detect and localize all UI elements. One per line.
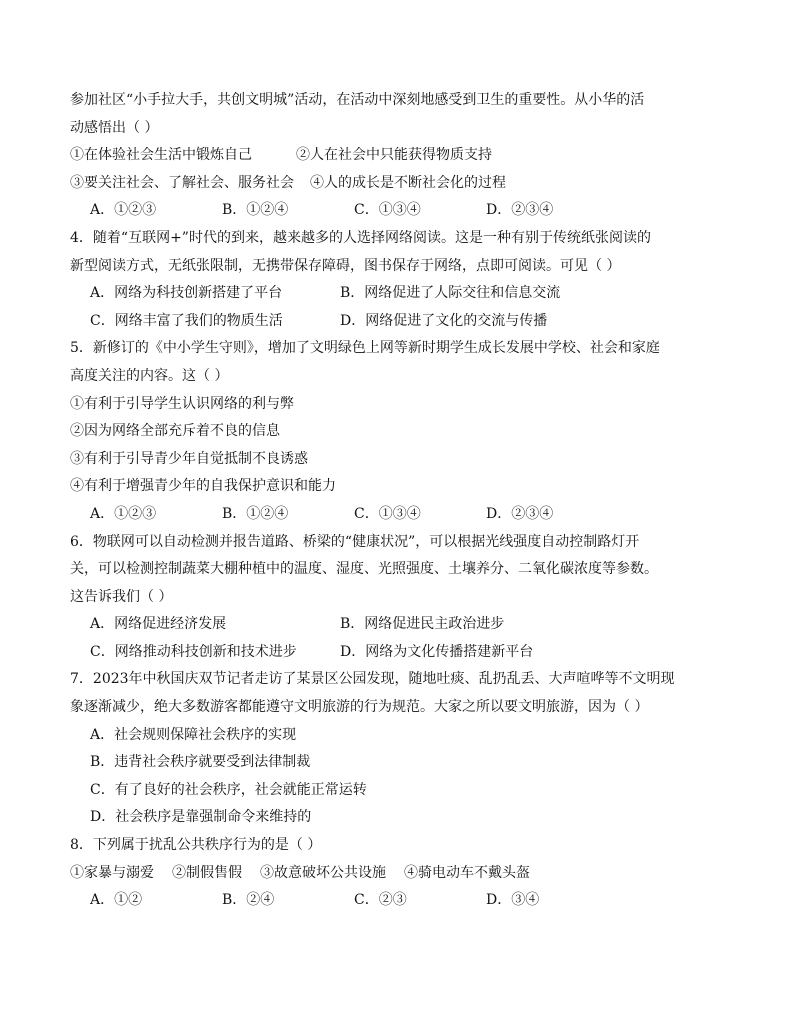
statement-item: ③要关注社会、了解社会、服务社会	[70, 174, 294, 191]
option-a: A．社会规则保障社会秩序的实现	[90, 726, 297, 743]
statement-item: ③有利于引导青少年自觉抵制不良诱惑	[70, 450, 308, 467]
question-stem: 新型阅读方式，无纸张限制，无携带保存障碍，图书保存于网络，点即可阅读。可见（ ）	[70, 257, 621, 274]
question-8	[70, 832, 730, 915]
option-b: B．网络促进了人际交往和信息交流	[340, 285, 561, 302]
question-stem: 动感悟出（ ）	[70, 119, 159, 136]
option-row	[70, 197, 730, 225]
question-stem: 参加社区“小手拉大手，共创文明城”活动，在活动中深刻地感受到卫生的重要性。从小华的活	[70, 92, 645, 108]
question-stem: 5．新修订的《中小学生守则》，增加了文明绿色上网等新时期学生成长发展中学校、社会和家庭	[70, 340, 660, 357]
question-stem: 7．2023年中秋国庆双节记者走访了某景区公园发现，随地吐痰、乱扔乱丢、大声喧哗等不文明现	[70, 671, 675, 688]
option-d: D．社会秩序是靠强制命令来维持的	[90, 809, 312, 826]
statement-item: ②人在社会中只能获得物质支持	[296, 147, 492, 164]
statement-item: ①家暴与溺爱	[70, 864, 154, 881]
statement-item: ④有利于增强青少年的自我保护意识和能力	[70, 478, 336, 495]
option-b: B．①②④	[222, 505, 289, 522]
option-row	[70, 611, 730, 639]
option-b: B．①②④	[222, 202, 289, 219]
statement-row	[70, 170, 730, 198]
question-3	[70, 87, 730, 225]
question-stem: 6．物联网可以自动检测并报告道路、桥梁的“健康状况”，可以根据光线强度自动控制路灯开	[70, 533, 640, 550]
option-a: A．①②③	[90, 202, 157, 219]
option-c: C．②③	[354, 892, 407, 909]
option-c: C．①③④	[354, 505, 421, 522]
option-b: B．②④	[222, 892, 275, 909]
question-list	[70, 87, 730, 915]
option-a: A．网络为科技创新搭建了平台	[90, 285, 283, 302]
option-d: D．网络促进了文化的交流与传播	[340, 312, 548, 329]
option-d: D．③④	[486, 892, 540, 909]
statement-item: ④人的成长是不断社会化的过程	[310, 174, 506, 191]
option-c: C．①③④	[354, 202, 421, 219]
option-row	[70, 639, 730, 667]
question-stem: 高度关注的内容。这（ ）	[70, 367, 229, 384]
option-b: B．违背社会秩序就要受到法律制裁	[90, 754, 311, 771]
option-b: B．网络促进民主政治进步	[340, 616, 505, 633]
option-a: A．网络促进经济发展	[90, 616, 227, 633]
statement-item: ③故意破坏公共设施	[260, 864, 386, 881]
option-d: D．②③④	[486, 505, 554, 522]
question-4	[70, 225, 730, 335]
question-stem: 象逐渐减少，绝大多数游客都能遵守文明旅游的行为规范。大家之所以要文明旅游，因为（ ）	[70, 699, 649, 716]
option-row	[70, 308, 730, 336]
option-d: D．②③④	[486, 202, 554, 219]
question-stem: 这告诉我们（ ）	[70, 588, 173, 605]
option-c: C．有了良好的社会秩序，社会就能正常运转	[90, 781, 367, 798]
option-c: C．网络丰富了我们的物质生活	[90, 312, 283, 329]
statement-item: ②制假售假	[172, 864, 242, 881]
statement-row	[70, 142, 730, 170]
question-stem: 4．随着“互联网+”时代的到来，越来越多的人选择网络阅读。这是一种有别于传统纸张阅读的	[70, 229, 651, 246]
question-stem: 8．下列属于扰乱公共秩序行为的是（ ）	[70, 837, 322, 854]
question-stem: 关，可以检测控制蔬菜大棚种植中的温度、湿度、光照强度、土壤养分、二氧化碳浓度等参数。	[70, 561, 658, 578]
option-row	[70, 887, 730, 915]
question-5	[70, 335, 730, 528]
statement-item: ②因为网络全部充斥着不良的信息	[70, 423, 280, 440]
statement-item: ①在体验社会生活中锻炼自己	[70, 147, 252, 164]
option-row	[70, 280, 730, 308]
statement-row	[70, 860, 730, 888]
question-7	[70, 666, 730, 832]
option-d: D．网络为文化传播搭建新平台	[340, 643, 534, 660]
statement-item: ①有利于引导学生认识网络的利与弊	[70, 395, 294, 412]
statement-item: ④骑电动车不戴头盔	[404, 864, 530, 881]
option-row	[70, 501, 730, 529]
option-a: A．①②	[90, 892, 143, 909]
option-a: A．①②③	[90, 505, 157, 522]
question-6	[70, 529, 730, 667]
option-c: C．网络推动科技创新和技术进步	[90, 643, 297, 660]
